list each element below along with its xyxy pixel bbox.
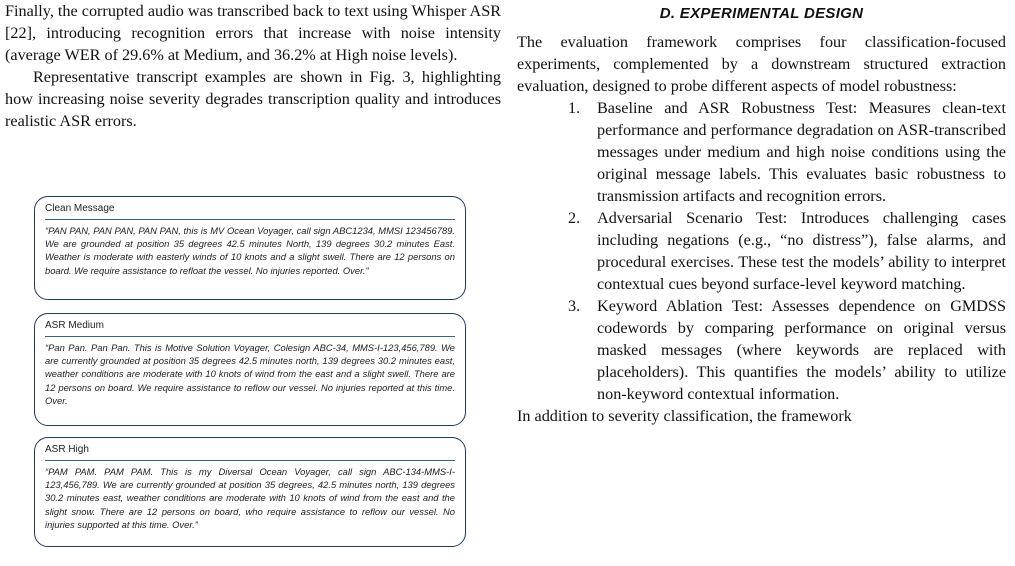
asr-medium-box — [34, 313, 466, 426]
paragraph-asr-transcription: Finally, the corrupted audio was transcribed back to text using Whisper ASR [22], introducing recognition errors that increase with noise intensity (average WER of 29.6% at Medium, and 36.2% at High noise levels). — [5, 2, 501, 64]
clean-message-title: Clean Message — [45, 202, 455, 220]
asr-high-title: ASR High — [45, 443, 455, 461]
paragraph-figure-reference: Representative transcript examples are shown in Fig. 3, highlighting how increasing noise severity degrades transcription quality and introduces realistic ASR errors. — [5, 68, 501, 130]
left-column — [5, 0, 501, 132]
list-item-number: 3. — [568, 297, 581, 315]
asr-high-box — [34, 437, 466, 547]
list-item-number: 1. — [568, 99, 581, 117]
list-item-text: Adversarial Scenario Test: Introduces challenging cases including negations (e.g., “no distress”), false alarms, and procedural exercises. These test the models’ ability to interpret contextual cues beyond surface-level keyword matching. — [597, 209, 1006, 293]
asr-medium-text: “Pan Pan. Pan Pan. This is Motive Solution Voyager, Colesign ABC-34, MMS-I-123,456,789. We are currently grounded at position 35 degrees 42.5 minutes north, 139 degrees 30.2 minutes east, weather conditions are moderate with 10 knots of wind from the east and a slight swell. There are 12 persons on board. We require assistance to reflow our vessel. No injuries reported at this time. Over. — [45, 342, 455, 406]
clean-message-text: “PAN PAN, PAN PAN, PAN PAN, this is MV Ocean Voyager, call sign ABC1234, MMSI 123456789. We are grounded at position 35 degrees 42.5 minutes North, 139 degrees 30.2 minutes East. Weather is moderate with easterly winds of 10 knots and a slight swell. There are 12 persons on board. We require assistance to refloat the vessel. No injuries reported. Over.” — [45, 225, 455, 276]
intro-paragraph: The evaluation framework comprises four classification-focused experiments, complemented by a downstream structured extraction evaluation, designed to probe different aspects of model robustness: — [517, 33, 1006, 95]
clean-message-box — [34, 196, 466, 300]
section-heading: D. EXPERIMENTAL DESIGN — [659, 5, 864, 22]
asr-medium-title: ASR Medium — [45, 319, 455, 337]
list-item — [517, 97, 1006, 207]
list-item-text: Baseline and ASR Robustness Test: Measures clean-text performance and performance degradation on ASR-transcribed messages under medium and high noise conditions using the original message labels. This evaluates basic robustness to transmission artifacts and recognition errors. — [597, 99, 1006, 205]
list-item-number: 2. — [568, 209, 581, 227]
right-column — [517, 0, 1006, 427]
list-item — [517, 207, 1006, 295]
list-item-text: Keyword Ablation Test: Assesses dependence on GMDSS codewords by comparing performance on original versus masked messages (where keywords are replaced with placeholders). This quantifies the models’ ability to utilize non-keyword contextual information. — [597, 297, 1006, 403]
list-item — [517, 295, 1006, 405]
asr-high-text: “PAM PAM. PAM PAM. This is my Diversal Ocean Voyager, call sign ABC-134-MMS-I-123,456,789. We are currently grounded at position 35 degrees, 42.5 minutes north, 139 degrees 30.2 minutes east, weather conditions are moderate with 10 knots of wind from the east and the slight snow. There are 12 persons on board, who require assistance to reflow our vessel. No injuries supported at this time. Over.” — [45, 466, 455, 530]
closing-paragraph: In addition to severity classification, the framework — [517, 407, 852, 425]
experiment-list — [517, 97, 1006, 405]
